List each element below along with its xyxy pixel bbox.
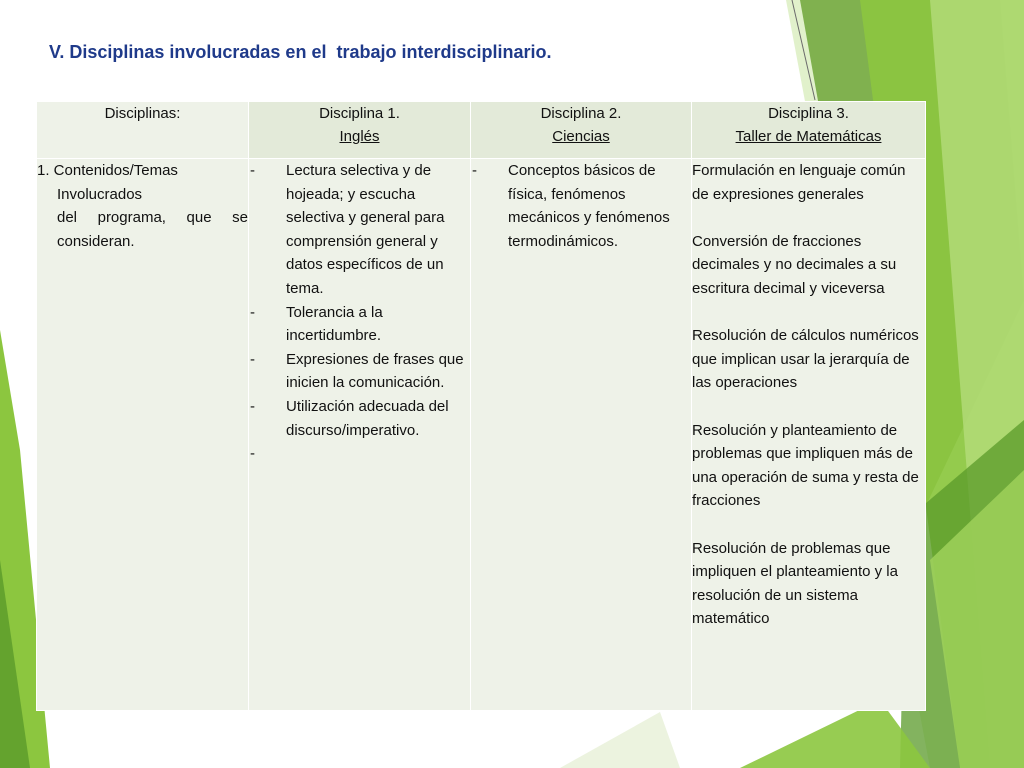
- row-label-line: 1. Contenidos/Temas: [37, 162, 178, 179]
- table-header-row: [37, 102, 926, 159]
- header-disciplina-1: [249, 102, 471, 159]
- list-item: - Conceptos básicos de física, fenómenos mecánicos y fenómenos termodinámicos.: [472, 162, 670, 250]
- header-sublabel: Taller de Matemáticas: [735, 128, 882, 145]
- header-label: Disciplina 1.: [319, 105, 400, 122]
- page-title: V. Disciplinas involucradas en el trabajo interdisciplinario.: [49, 42, 552, 62]
- row-label-line: del programa, que se: [57, 209, 248, 227]
- header-disciplina-3: [692, 102, 926, 159]
- list-item: - Lectura selectiva y de hojeada; y escucha selectiva y general para comprensión general y datos específicos de un tema.: [250, 162, 445, 297]
- list-item: - Tolerancia a la incertidumbre.: [250, 303, 383, 345]
- list-item: Formulación en lenguaje común de expresiones generales: [692, 162, 906, 203]
- row-label-line: Involucrados: [57, 185, 143, 203]
- row-label-line: consideran.: [57, 232, 135, 250]
- list-item: Conversión de fracciones decimales y no decimales a su escritura decimal y viceversa: [692, 232, 897, 297]
- cell-matematicas: [692, 159, 926, 711]
- list-item: Resolución de problemas que impliquen el planteamiento y la resolución de un sistema matemático: [692, 539, 898, 628]
- list-ciencias: [471, 159, 691, 253]
- list-item: - Expresiones de frases que inicien la comunicación.: [250, 350, 464, 392]
- list-item: Resolución de cálculos numéricos que implican usar la jerarquía de las operaciones: [692, 327, 919, 392]
- list-ingles: [249, 159, 470, 466]
- list-item: - Utilización adecuada del discurso/imperativo.: [250, 397, 449, 439]
- cell-ciencias: [471, 159, 692, 711]
- list-item: Resolución y planteamiento de problemas que impliquen más de una operación de suma y resta de fracciones: [692, 421, 919, 510]
- header-disciplina-2: [471, 102, 692, 159]
- header-disciplinas: [37, 102, 249, 159]
- table-row: [37, 159, 926, 711]
- header-label: Disciplinas:: [104, 105, 181, 122]
- header-sublabel: Inglés: [339, 128, 380, 145]
- cell-ingles: [249, 159, 471, 711]
- disciplines-table: [36, 101, 926, 711]
- header-sublabel: Ciencias: [552, 128, 610, 145]
- header-label: Disciplina 2.: [540, 105, 622, 122]
- row-label-contenidos: [37, 159, 249, 711]
- list-item: -: [250, 445, 255, 463]
- header-label: Disciplina 3.: [768, 105, 849, 122]
